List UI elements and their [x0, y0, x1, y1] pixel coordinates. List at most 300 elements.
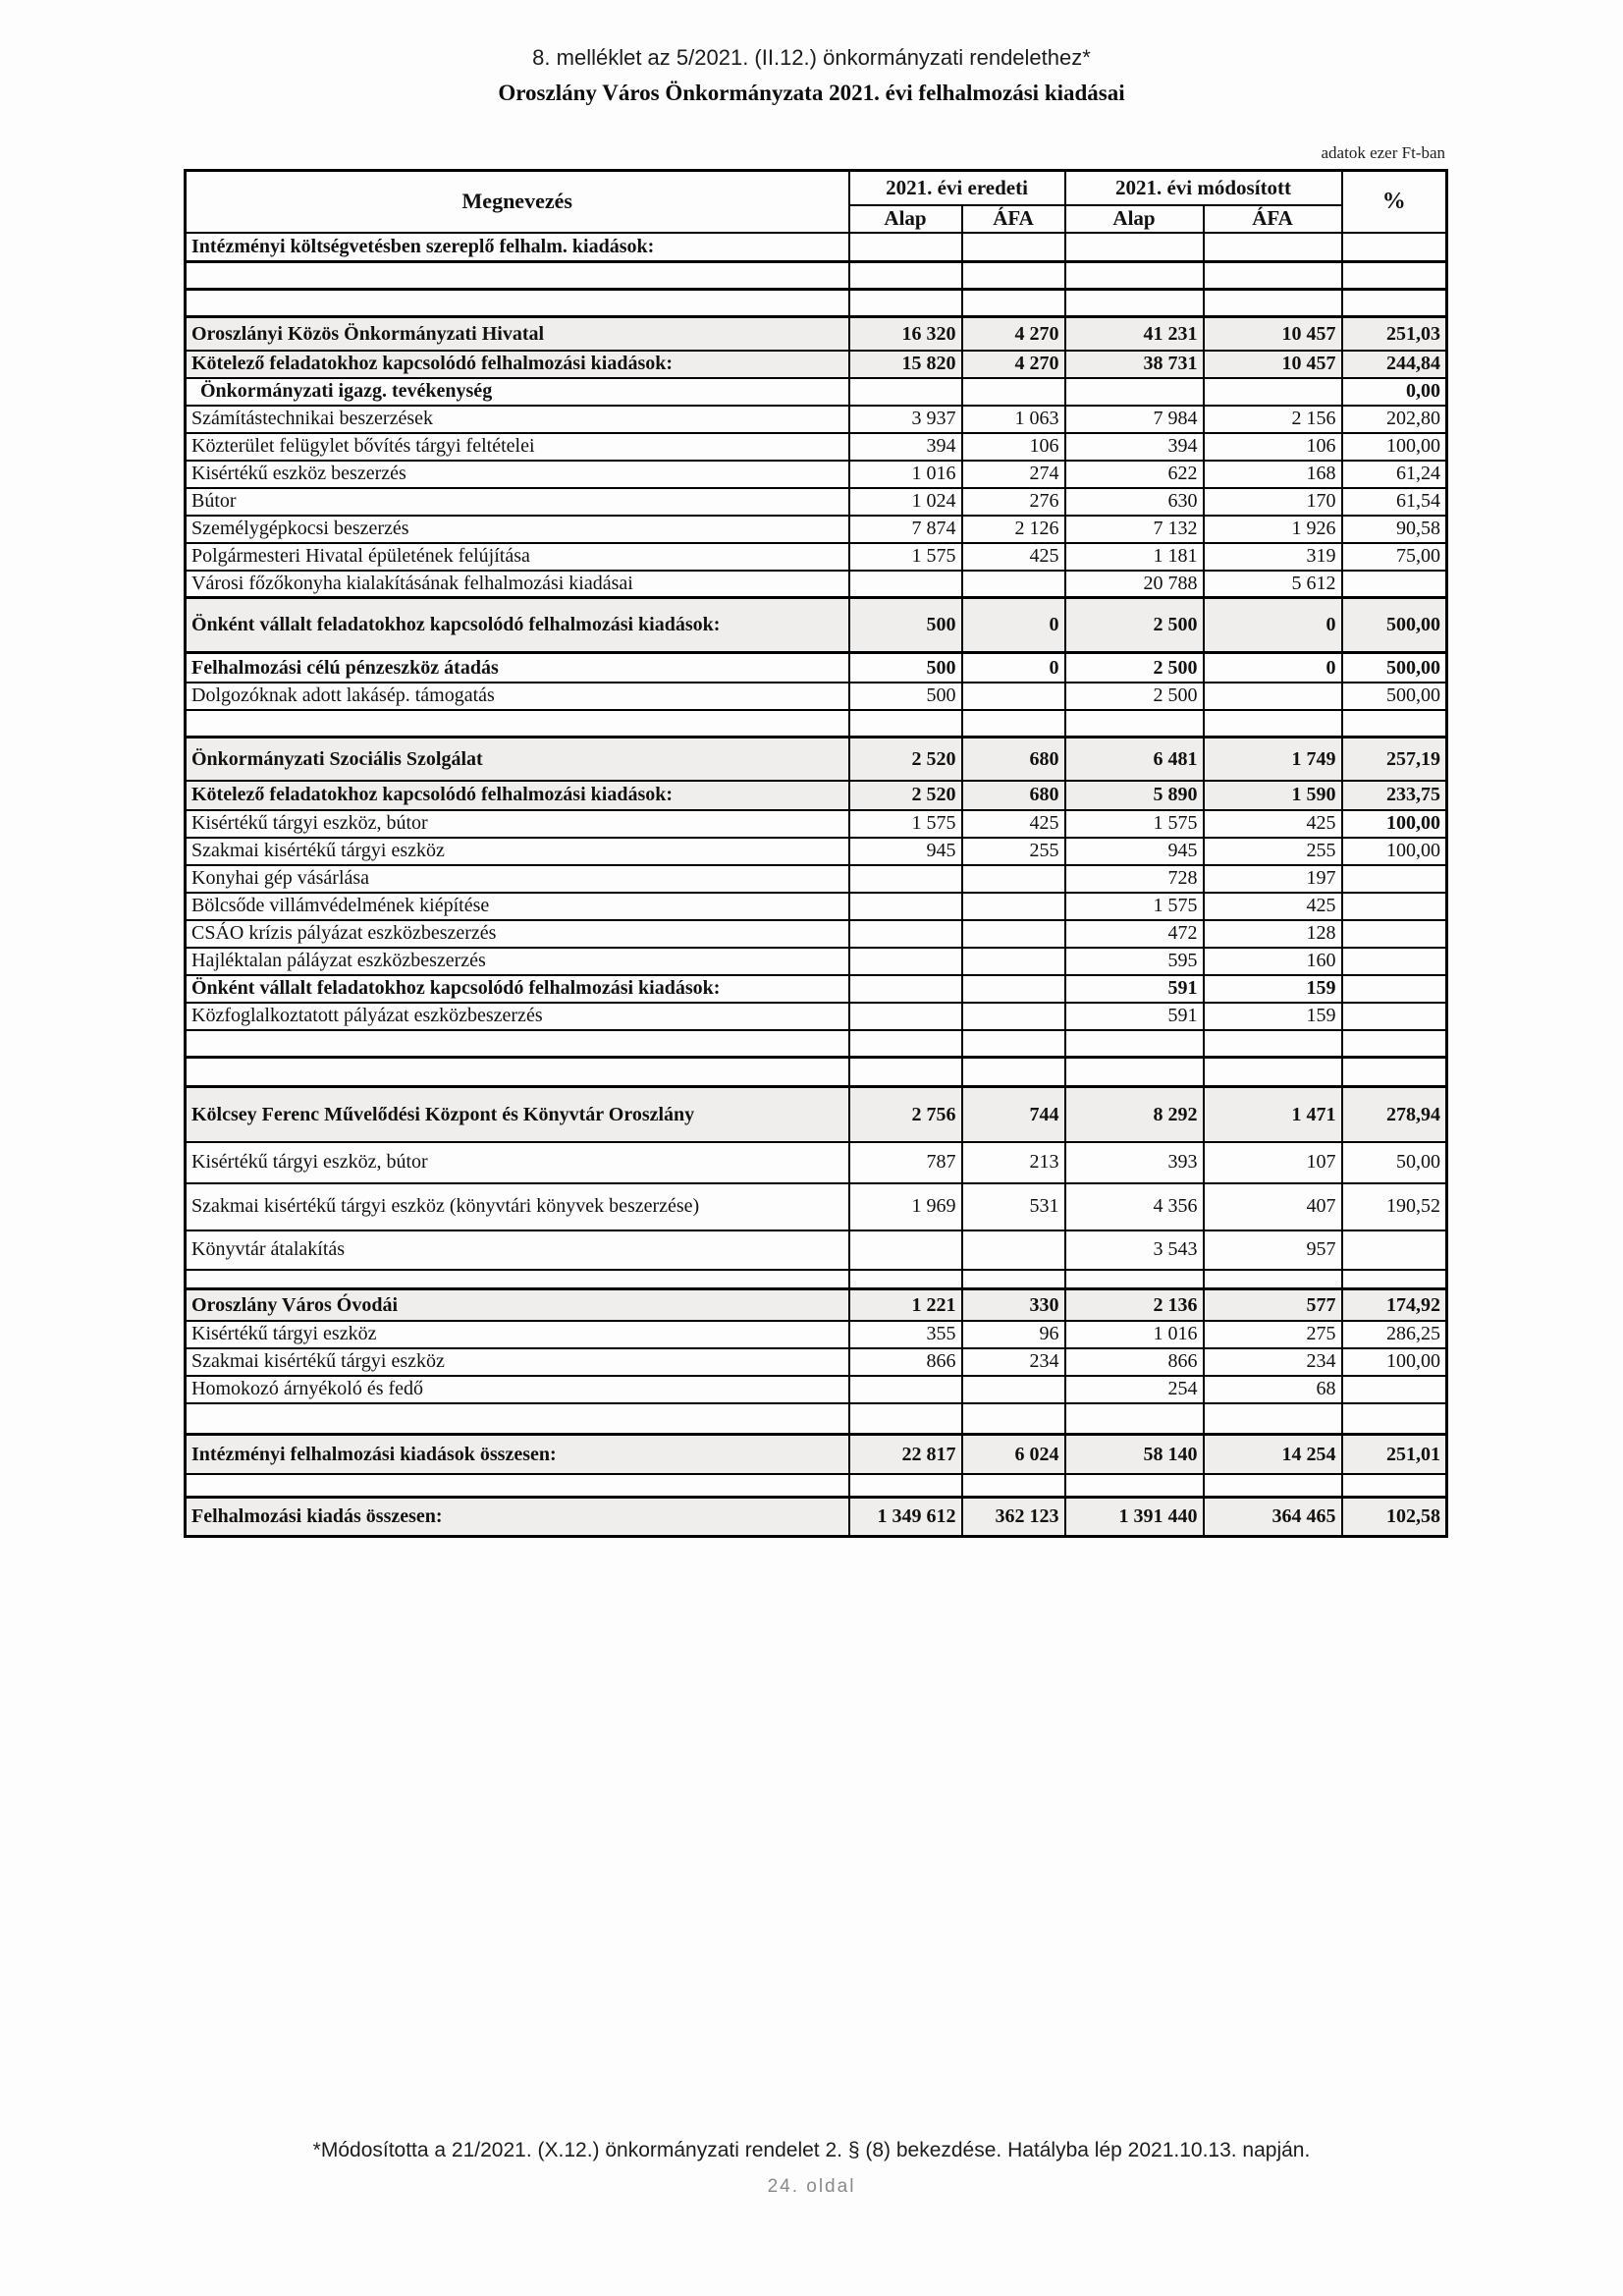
- header-name-column: Megnevezés: [186, 171, 849, 233]
- value-cell: 630: [1065, 488, 1204, 516]
- value-cell: 425: [1204, 893, 1342, 920]
- table-row: [186, 738, 1447, 781]
- value-cell: 2 756: [849, 1087, 962, 1142]
- value-cell: [849, 1376, 962, 1403]
- value-cell: 957: [1204, 1230, 1342, 1270]
- value-cell: [962, 1058, 1065, 1087]
- header-sub-alap-modified: Alap: [1065, 205, 1204, 233]
- table-row: [186, 262, 1447, 290]
- value-cell: [1342, 1058, 1447, 1087]
- value-cell: [849, 1270, 962, 1289]
- value-cell: 255: [962, 838, 1065, 865]
- value-cell: 233,75: [1342, 781, 1447, 810]
- row-label: Felhalmozási célú pénzeszköz átadás: [186, 653, 849, 683]
- value-cell: 787: [849, 1142, 962, 1183]
- value-cell: 160: [1204, 948, 1342, 975]
- value-cell: [962, 1474, 1065, 1498]
- value-cell: 0: [962, 653, 1065, 683]
- value-cell: [849, 571, 962, 598]
- value-cell: 213: [962, 1142, 1065, 1183]
- value-cell: 680: [962, 738, 1065, 781]
- value-cell: 100,00: [1342, 1348, 1447, 1376]
- value-cell: [1342, 233, 1447, 262]
- value-cell: [1065, 233, 1204, 262]
- table-row: [186, 893, 1447, 920]
- row-label: Önkormányzati igazg. tevékenység: [186, 378, 849, 406]
- table-row: [186, 1270, 1447, 1289]
- value-cell: 257,19: [1342, 738, 1447, 781]
- value-cell: 275: [1204, 1321, 1342, 1348]
- row-label: Személygépkocsi beszerzés: [186, 516, 849, 543]
- row-label: Kötelező feladatokhoz kapcsolódó felhalmozási kiadások:: [186, 781, 849, 810]
- footnote: *Módosította a 21/2021. (X.12.) önkormányzati rendelet 2. § (8) bekezdése. Hatályba lép 2021.10.13. napján.: [312, 2139, 1311, 2161]
- value-cell: 622: [1065, 461, 1204, 488]
- value-cell: 251,03: [1342, 317, 1447, 351]
- value-cell: 276: [962, 488, 1065, 516]
- value-cell: [849, 1403, 962, 1435]
- value-cell: 0: [1204, 653, 1342, 683]
- table-row: [186, 781, 1447, 810]
- value-cell: 866: [849, 1348, 962, 1376]
- value-cell: [1342, 1003, 1447, 1030]
- value-cell: 945: [849, 838, 962, 865]
- row-label: [186, 1058, 849, 1087]
- value-cell: [1204, 1270, 1342, 1289]
- value-cell: 38 731: [1065, 351, 1204, 378]
- header-sub-afa-modified: ÁFA: [1204, 205, 1342, 233]
- table-row: [186, 653, 1447, 683]
- value-cell: 1 024: [849, 488, 962, 516]
- header-group-original: 2021. évi eredeti: [849, 171, 1065, 206]
- table-row: [186, 1403, 1447, 1435]
- value-cell: 1 575: [1065, 893, 1204, 920]
- table-row: [186, 1230, 1447, 1270]
- value-cell: [849, 1003, 962, 1030]
- table-row: [186, 810, 1447, 838]
- table-row: [186, 571, 1447, 598]
- page-number: 24. oldal: [767, 2176, 856, 2197]
- value-cell: 1 969: [849, 1183, 962, 1230]
- table-row: [186, 351, 1447, 378]
- value-cell: 7 874: [849, 516, 962, 543]
- value-cell: 5 890: [1065, 781, 1204, 810]
- value-cell: [849, 1058, 962, 1087]
- row-label: Oroszlány Város Óvodái: [186, 1289, 849, 1321]
- row-label: [186, 1270, 849, 1289]
- row-label: Dolgozóknak adott lakásép. támogatás: [186, 683, 849, 710]
- value-cell: 6 024: [962, 1435, 1065, 1474]
- value-cell: [1342, 948, 1447, 975]
- row-label: Kisértékű tárgyi eszköz: [186, 1321, 849, 1348]
- value-cell: [962, 865, 1065, 893]
- table-row: [186, 1058, 1447, 1087]
- value-cell: [1065, 1030, 1204, 1058]
- table-row: [186, 433, 1447, 461]
- value-cell: 2 136: [1065, 1289, 1204, 1321]
- table-row: [186, 1474, 1447, 1498]
- table-row: [186, 1321, 1447, 1348]
- value-cell: 61,54: [1342, 488, 1447, 516]
- table-row: [186, 378, 1447, 406]
- table-row: [186, 406, 1447, 433]
- value-cell: [1065, 378, 1204, 406]
- value-cell: 1 349 612: [849, 1498, 962, 1537]
- value-cell: [1342, 893, 1447, 920]
- value-cell: 500,00: [1342, 653, 1447, 683]
- table-row: [186, 1435, 1447, 1474]
- value-cell: [849, 710, 962, 738]
- value-cell: [849, 975, 962, 1003]
- row-label: Könyvtár átalakítás: [186, 1230, 849, 1270]
- value-cell: 50,00: [1342, 1142, 1447, 1183]
- value-cell: 58 140: [1065, 1435, 1204, 1474]
- value-cell: [962, 893, 1065, 920]
- value-cell: 1 749: [1204, 738, 1342, 781]
- row-label: [186, 1403, 849, 1435]
- value-cell: 2 520: [849, 781, 962, 810]
- value-cell: 1 063: [962, 406, 1065, 433]
- row-label: Oroszlányi Közös Önkormányzati Hivatal: [186, 317, 849, 351]
- value-cell: [849, 865, 962, 893]
- row-label: Kötelező feladatokhoz kapcsolódó felhalmozási kiadások:: [186, 351, 849, 378]
- value-cell: 362 123: [962, 1498, 1065, 1537]
- value-cell: 7 132: [1065, 516, 1204, 543]
- value-cell: [1204, 1403, 1342, 1435]
- row-label: Városi főzőkonyha kialakításának felhalmozási kiadásai: [186, 571, 849, 598]
- value-cell: 744: [962, 1087, 1065, 1142]
- value-cell: 1 391 440: [1065, 1498, 1204, 1537]
- value-cell: [962, 262, 1065, 290]
- table-row: [186, 1142, 1447, 1183]
- value-cell: 0: [1204, 598, 1342, 653]
- value-cell: 100,00: [1342, 810, 1447, 838]
- row-label: Polgármesteri Hivatal épületének felújítása: [186, 543, 849, 571]
- row-label: [186, 1474, 849, 1498]
- value-cell: [1204, 1474, 1342, 1498]
- value-cell: 2 156: [1204, 406, 1342, 433]
- table-row: [186, 683, 1447, 710]
- header-group-modified: 2021. évi módosított: [1065, 171, 1342, 206]
- table-header: [186, 171, 1447, 233]
- value-cell: 2 500: [1065, 653, 1204, 683]
- value-cell: 100,00: [1342, 433, 1447, 461]
- value-cell: 1 181: [1065, 543, 1204, 571]
- value-cell: 1 926: [1204, 516, 1342, 543]
- value-cell: 190,52: [1342, 1183, 1447, 1230]
- header-sub-afa-original: ÁFA: [962, 205, 1065, 233]
- value-cell: 393: [1065, 1142, 1204, 1183]
- budget-table: [184, 169, 1448, 1538]
- value-cell: [962, 571, 1065, 598]
- value-cell: 5 612: [1204, 571, 1342, 598]
- value-cell: 22 817: [849, 1435, 962, 1474]
- value-cell: [962, 683, 1065, 710]
- value-cell: [1342, 1403, 1447, 1435]
- value-cell: 14 254: [1204, 1435, 1342, 1474]
- value-cell: 255: [1204, 838, 1342, 865]
- row-label: Hajléktalan páláyzat eszközbeszerzés: [186, 948, 849, 975]
- value-cell: 61,24: [1342, 461, 1447, 488]
- table-row: [186, 1498, 1447, 1537]
- value-cell: 168: [1204, 461, 1342, 488]
- table-row: [186, 543, 1447, 571]
- value-cell: [849, 1474, 962, 1498]
- value-cell: [849, 290, 962, 317]
- table-row: [186, 1183, 1447, 1230]
- row-label: Bölcsőde villámvédelmének kiépítése: [186, 893, 849, 920]
- value-cell: 500: [849, 683, 962, 710]
- value-cell: 106: [1204, 433, 1342, 461]
- value-cell: 244,84: [1342, 351, 1447, 378]
- value-cell: 8 292: [1065, 1087, 1204, 1142]
- value-cell: 1 590: [1204, 781, 1342, 810]
- value-cell: [1342, 1376, 1447, 1403]
- value-cell: [962, 1376, 1065, 1403]
- value-cell: 2 500: [1065, 598, 1204, 653]
- value-cell: [962, 233, 1065, 262]
- value-cell: [962, 975, 1065, 1003]
- row-label: [186, 290, 849, 317]
- value-cell: 4 270: [962, 351, 1065, 378]
- value-cell: [1342, 1474, 1447, 1498]
- value-cell: 1 016: [1065, 1321, 1204, 1348]
- value-cell: 1 016: [849, 461, 962, 488]
- value-cell: 500: [849, 653, 962, 683]
- table-row: [186, 516, 1447, 543]
- value-cell: 319: [1204, 543, 1342, 571]
- table-row: [186, 598, 1447, 653]
- value-cell: [1342, 920, 1447, 948]
- row-label: Kisértékű eszköz beszerzés: [186, 461, 849, 488]
- table-row: [186, 920, 1447, 948]
- value-cell: [1342, 865, 1447, 893]
- row-label: Szakmai kisértékű tárgyi eszköz: [186, 838, 849, 865]
- value-cell: [1065, 1270, 1204, 1289]
- value-cell: 595: [1065, 948, 1204, 975]
- value-cell: 500: [849, 598, 962, 653]
- row-label: CSÁO krízis pályázat eszközbeszerzés: [186, 920, 849, 948]
- row-label: [186, 1030, 849, 1058]
- value-cell: 728: [1065, 865, 1204, 893]
- value-cell: 1 575: [1065, 810, 1204, 838]
- value-cell: 234: [962, 1348, 1065, 1376]
- value-cell: [1065, 710, 1204, 738]
- table-row: [186, 710, 1447, 738]
- value-cell: [1204, 290, 1342, 317]
- row-label: Kölcsey Ferenc Művelődési Központ és Könyvtár Oroszlány: [186, 1087, 849, 1142]
- table-body: [186, 233, 1447, 1537]
- value-cell: 1 221: [849, 1289, 962, 1321]
- value-cell: 425: [962, 543, 1065, 571]
- row-label: Intézményi felhalmozási kiadások összesen:: [186, 1435, 849, 1474]
- value-cell: 274: [962, 461, 1065, 488]
- value-cell: 102,58: [1342, 1498, 1447, 1537]
- units-note: adatok ezer Ft-ban: [1321, 143, 1445, 162]
- row-label: Közterület felügylet bővítés tárgyi feltételei: [186, 433, 849, 461]
- value-cell: 20 788: [1065, 571, 1204, 598]
- value-cell: 680: [962, 781, 1065, 810]
- value-cell: [962, 1230, 1065, 1270]
- value-cell: [962, 1030, 1065, 1058]
- value-cell: 591: [1065, 1003, 1204, 1030]
- value-cell: 96: [962, 1321, 1065, 1348]
- table-row: [186, 975, 1447, 1003]
- value-cell: 107: [1204, 1142, 1342, 1183]
- row-label: Számítástechnikai beszerzések: [186, 406, 849, 433]
- value-cell: [1065, 1058, 1204, 1087]
- page-title: 8. melléklet az 5/2021. (II.12.) önkormányzati rendelethez*: [532, 45, 1091, 70]
- value-cell: 945: [1065, 838, 1204, 865]
- value-cell: 68: [1204, 1376, 1342, 1403]
- value-cell: 10 457: [1204, 351, 1342, 378]
- value-cell: 202,80: [1342, 406, 1447, 433]
- value-cell: [849, 233, 962, 262]
- value-cell: 278,94: [1342, 1087, 1447, 1142]
- table-row: [186, 1030, 1447, 1058]
- value-cell: [962, 378, 1065, 406]
- value-cell: 0,00: [1342, 378, 1447, 406]
- value-cell: [1204, 1058, 1342, 1087]
- table-row: [186, 948, 1447, 975]
- value-cell: [962, 948, 1065, 975]
- value-cell: 286,25: [1342, 1321, 1447, 1348]
- table-row: [186, 1087, 1447, 1142]
- value-cell: 251,01: [1342, 1435, 1447, 1474]
- header-row-groups: [186, 171, 1447, 206]
- value-cell: [1342, 1030, 1447, 1058]
- value-cell: 1 471: [1204, 1087, 1342, 1142]
- value-cell: 472: [1065, 920, 1204, 948]
- value-cell: [1065, 290, 1204, 317]
- value-cell: 364 465: [1204, 1498, 1342, 1537]
- row-label: Konyhai gép vásárlása: [186, 865, 849, 893]
- table-row: [186, 488, 1447, 516]
- value-cell: [1342, 975, 1447, 1003]
- value-cell: [1065, 1403, 1204, 1435]
- row-label: Felhalmozási kiadás összesen:: [186, 1498, 849, 1537]
- value-cell: [1204, 262, 1342, 290]
- value-cell: 41 231: [1065, 317, 1204, 351]
- value-cell: 394: [1065, 433, 1204, 461]
- table-row: [186, 865, 1447, 893]
- table-row: [186, 1348, 1447, 1376]
- row-label: Önként vállalt feladatokhoz kapcsolódó felhalmozási kiadások:: [186, 598, 849, 653]
- table-row: [186, 1289, 1447, 1321]
- value-cell: 4 270: [962, 317, 1065, 351]
- row-label: [186, 262, 849, 290]
- row-label: Szakmai kisértékű tárgyi eszköz (könyvtári könyvek beszerzése): [186, 1183, 849, 1230]
- value-cell: [1342, 571, 1447, 598]
- row-label: Önkormányzati Szociális Szolgálat: [186, 738, 849, 781]
- value-cell: [1204, 683, 1342, 710]
- value-cell: 1 575: [849, 543, 962, 571]
- value-cell: 197: [1204, 865, 1342, 893]
- table-row: [186, 1003, 1447, 1030]
- value-cell: 15 820: [849, 351, 962, 378]
- header-percent-column: %: [1342, 171, 1447, 233]
- table-row: [186, 1376, 1447, 1403]
- value-cell: 7 984: [1065, 406, 1204, 433]
- value-cell: 425: [1204, 810, 1342, 838]
- value-cell: 500,00: [1342, 598, 1447, 653]
- value-cell: [1342, 1270, 1447, 1289]
- value-cell: [1065, 262, 1204, 290]
- value-cell: 6 481: [1065, 738, 1204, 781]
- value-cell: 75,00: [1342, 543, 1447, 571]
- value-cell: [1342, 290, 1447, 317]
- value-cell: 16 320: [849, 317, 962, 351]
- value-cell: [962, 1270, 1065, 1289]
- value-cell: 174,92: [1342, 1289, 1447, 1321]
- header-sub-alap-original: Alap: [849, 205, 962, 233]
- value-cell: 2 126: [962, 516, 1065, 543]
- row-label: Kisértékű tárgyi eszköz, bútor: [186, 810, 849, 838]
- table-row: [186, 233, 1447, 262]
- value-cell: 106: [962, 433, 1065, 461]
- value-cell: [962, 920, 1065, 948]
- row-label: Bútor: [186, 488, 849, 516]
- value-cell: 425: [962, 810, 1065, 838]
- value-cell: 394: [849, 433, 962, 461]
- value-cell: [849, 378, 962, 406]
- value-cell: [1204, 378, 1342, 406]
- value-cell: [849, 262, 962, 290]
- table-row: [186, 838, 1447, 865]
- value-cell: 3 543: [1065, 1230, 1204, 1270]
- table-row: [186, 317, 1447, 351]
- value-cell: 330: [962, 1289, 1065, 1321]
- value-cell: 100,00: [1342, 838, 1447, 865]
- value-cell: 159: [1204, 975, 1342, 1003]
- value-cell: [849, 920, 962, 948]
- value-cell: 254: [1065, 1376, 1204, 1403]
- page-subtitle: Oroszlány Város Önkormányzata 2021. évi felhalmozási kiadásai: [498, 81, 1125, 105]
- value-cell: 170: [1204, 488, 1342, 516]
- value-cell: [962, 290, 1065, 317]
- value-cell: [849, 1030, 962, 1058]
- row-label: Intézményi költségvetésben szereplő felhalm. kiadások:: [186, 233, 849, 262]
- row-label: Szakmai kisértékű tárgyi eszköz: [186, 1348, 849, 1376]
- value-cell: [1204, 1030, 1342, 1058]
- value-cell: 2 500: [1065, 683, 1204, 710]
- value-cell: 866: [1065, 1348, 1204, 1376]
- value-cell: 159: [1204, 1003, 1342, 1030]
- value-cell: 10 457: [1204, 317, 1342, 351]
- value-cell: 577: [1204, 1289, 1342, 1321]
- value-cell: [1204, 710, 1342, 738]
- value-cell: [1342, 1230, 1447, 1270]
- row-label: Közfoglalkoztatott pályázat eszközbeszerzés: [186, 1003, 849, 1030]
- row-label: Kisértékű tárgyi eszköz, bútor: [186, 1142, 849, 1183]
- row-label: [186, 710, 849, 738]
- value-cell: [962, 710, 1065, 738]
- row-label: Önként vállalt feladatokhoz kapcsolódó felhalmozási kiadások:: [186, 975, 849, 1003]
- value-cell: [1342, 710, 1447, 738]
- value-cell: 4 356: [1065, 1183, 1204, 1230]
- value-cell: [849, 948, 962, 975]
- value-cell: 2 520: [849, 738, 962, 781]
- value-cell: [849, 893, 962, 920]
- value-cell: 531: [962, 1183, 1065, 1230]
- value-cell: [1204, 233, 1342, 262]
- value-cell: 407: [1204, 1183, 1342, 1230]
- row-label: Homokozó árnyékoló és fedő: [186, 1376, 849, 1403]
- value-cell: 355: [849, 1321, 962, 1348]
- value-cell: 0: [962, 598, 1065, 653]
- value-cell: 591: [1065, 975, 1204, 1003]
- table-row: [186, 461, 1447, 488]
- value-cell: [962, 1403, 1065, 1435]
